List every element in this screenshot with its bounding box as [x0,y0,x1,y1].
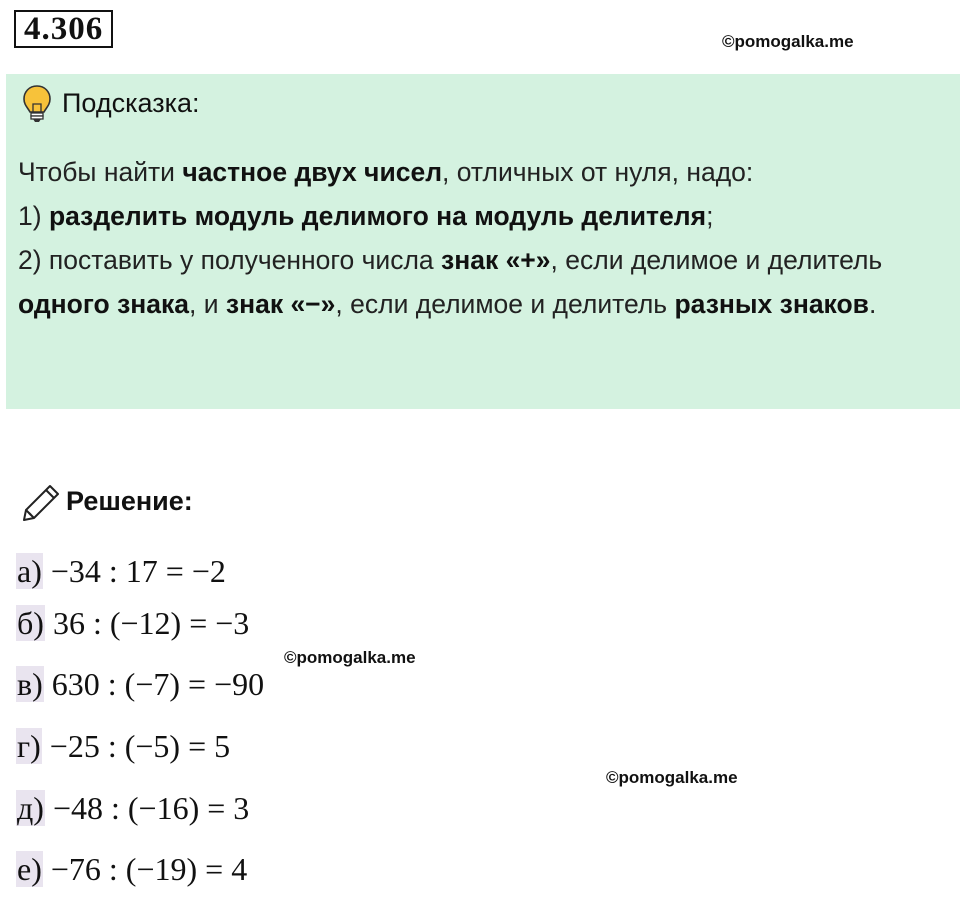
item-expression: −76 : (−19) = 4 [50,851,248,887]
item-expression: −25 : (−5) = 5 [49,728,231,764]
solution-title: Решение: [66,486,193,516]
watermark-middle: ©pomogalka.me [284,648,416,667]
watermark-top: ©pomogalka.me [722,32,854,51]
hint-title: Подсказка: [62,88,200,118]
item-expression: 630 : (−7) = −90 [51,666,265,702]
solution-item-b [16,603,249,643]
item-letter: е) [17,851,42,887]
solution-item-v [16,664,264,704]
item-letter: а) [17,553,42,589]
item-expression: −34 : 17 = −2 [50,553,226,589]
item-letter: в) [17,666,43,702]
watermark-bottom: ©pomogalka.me [606,768,738,787]
item-expression: 36 : (−12) = −3 [52,605,250,641]
pencil-icon [20,482,62,524]
hint-text [18,150,953,326]
solution-item-a [16,551,226,591]
hint-line-1: Чтобы найти частное двух чисел, отличных от нуля, надо: [18,157,754,187]
hint-line-2: 1) разделить модуль делимого на модуль делителя; [18,201,714,231]
item-letter: б) [17,605,44,641]
solution-item-d [16,788,249,828]
solution-item-g [16,726,230,766]
solution-item-e [16,849,247,889]
task-number: 4.306 [14,10,113,48]
item-expression: −48 : (−16) = 3 [52,790,250,826]
hint-line-3: 2) поставить у полученного числа знак «+», если делимое и делитель одного знака, и знак «−», если делимое и делитель разных знаков. [18,245,883,319]
item-letter: г) [17,728,41,764]
lightbulb-icon [22,84,52,124]
item-letter: д) [17,790,44,826]
